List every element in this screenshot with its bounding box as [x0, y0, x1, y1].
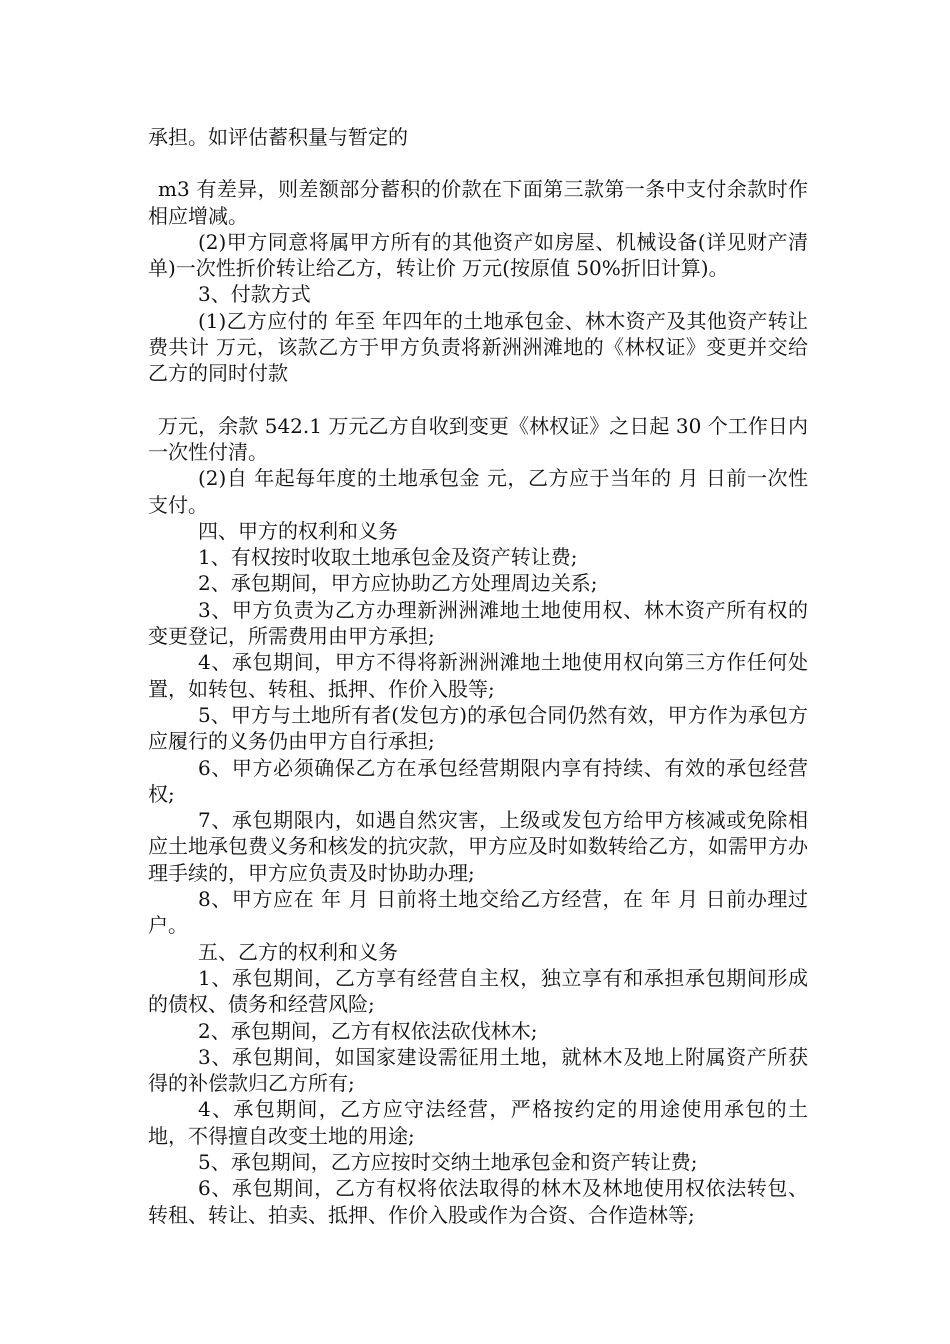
section-heading-payment: 3、付款方式: [198, 282, 311, 307]
party-a-item-8: 8、甲方应在 年 月 日前将土地交给乙方经营，在 年 月 日前办理过户。: [148, 887, 808, 938]
party-b-item-6: 6、承包期间，乙方有权将依法取得的林木及林地使用权依法转包、转租、转让、拍卖、抵押、作价入股或作为合资、合作造林等;: [148, 1176, 808, 1227]
party-b-item-1: 1、承包期间，乙方享有经营自主权，独立享有和承担承包期间形成的债权、债务和经营风险;: [148, 965, 808, 1017]
party-a-item-7: 7、承包期限内，如遇自然灾害，上级或发包方给甲方核减或免除相应土地承包费义务和核发的抗灾款，甲方应及时如数转给乙方，如需甲方办理手续的，甲方应负责及时协助办理;: [148, 808, 808, 885]
party-a-item-6: 6、甲方必须确保乙方在承包经营期限内享有持续、有效的承包经营权;: [148, 755, 808, 806]
party-b-item-2: 2、承包期间，乙方有权依法砍伐林木;: [198, 1018, 538, 1043]
paragraph-payment-1: (1)乙方应付的 年至 年四年的土地承包金、林木资产及其他资产转让费共计 万元，该款乙方于甲方负责将新洲洲滩地的《林权证》变更并交给乙方的同时付款: [148, 308, 808, 386]
paragraph-volume-difference: m3 有差异，则差额部分蓄积的价款在下面第三款第一条中支付余款时作相应增减。: [148, 177, 808, 228]
party-a-item-4: 4、承包期间，甲方不得将新洲洲滩地土地使用权向第三方作任何处置，如转包、转租、抵押、作价入股等;: [148, 650, 808, 701]
paragraph-asset-transfer: (2)甲方同意将属甲方所有的其他资产如房屋、机械设备(详见财产清单)一次性折价转让给乙方，转让价 万元(按原值 50%折旧计算)。: [148, 229, 808, 281]
party-b-item-5: 5、承包期间，乙方应按时交纳土地承包金和资产转让费;: [198, 1149, 698, 1174]
section-heading-party-a: 四、甲方的权利和义务: [198, 518, 398, 543]
section-heading-party-b: 五、乙方的权利和义务: [198, 939, 398, 964]
party-a-item-3: 3、甲方负责为乙方办理新洲洲滩地土地使用权、林木资产所有权的变更登记，所需费用由甲方承担;: [148, 597, 808, 649]
party-a-item-2: 2、承包期间，甲方应协助乙方处理周边关系;: [198, 571, 598, 596]
party-b-item-4: 4、承包期间，乙方应守法经营，严格按约定的用途使用承包的土地，不得擅自改变土地的用途;: [148, 1097, 808, 1148]
paragraph-intro: 承担。如评估蓄积量与暂定的: [148, 125, 408, 149]
party-a-item-5: 5、甲方与土地所有者(发包方)的承包合同仍然有效，甲方作为承包方应履行的义务仍由甲方自行承担;: [148, 702, 808, 754]
party-a-item-1: 1、有权按时收取土地承包金及资产转让费;: [198, 545, 578, 570]
document-body: [148, 124, 808, 1228]
paragraph-payment-2: (2)自 年起每年度的土地承包金 元，乙方应于当年的 月 日前一次性支付。: [148, 466, 808, 517]
paragraph-payment-balance: 万元，余款 542.1 万元乙方自收到变更《林权证》之日起 30 个工作日内一次性付清。: [148, 413, 808, 464]
party-b-item-3: 3、承包期间，如国家建设需征用土地，就林木及地上附属资产所获得的补偿款归乙方所有;: [148, 1044, 808, 1096]
